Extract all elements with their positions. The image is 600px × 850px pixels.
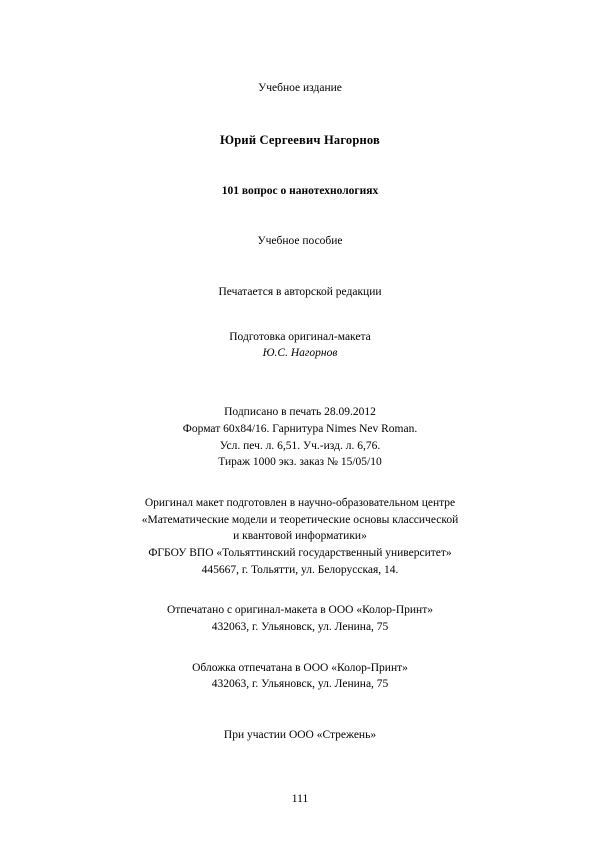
spacer (60, 471, 540, 495)
printed-by-line-2: 432063, г. Ульяновск, ул. Ленина, 75 (211, 620, 389, 633)
page-number: 111 (291, 793, 309, 805)
layout-prep-person: Ю.С. Нагорнов (262, 347, 338, 360)
imprint-line-3: Усл. печ. л. 6,51. Уч.-изд. л. 6,76. (219, 439, 381, 452)
spacer (60, 386, 540, 404)
imprint-line-4: Тираж 1000 экз. заказ № 15/05/10 (218, 456, 382, 469)
layout-prep-label: Подготовка оригинал-макета (229, 330, 371, 343)
imprint-line-1: Подписано в печать 28.09.2012 (224, 406, 376, 419)
edition-type: Учебное издание (258, 82, 342, 94)
origin-line-3: и квантовой информатики» (233, 530, 367, 543)
book-subtitle: Учебное пособие (257, 235, 343, 248)
spacer (60, 362, 540, 386)
spacer (60, 301, 540, 319)
spacer (60, 693, 540, 717)
spacer (60, 319, 540, 329)
spacer (60, 149, 540, 173)
book-title: 101 вопрос о нанотехнологиях (221, 184, 379, 197)
participation-note: При участии ООО «Стрежень» (223, 728, 377, 741)
cover-printed-by-line-1: Обложка отпечатана в ООО «Колор-Принт» (192, 661, 408, 674)
origin-line-5: 445667, г. Тольятти, ул. Белорусская, 14. (201, 563, 399, 576)
origin-line-4: ФГБОУ ВПО «Тольяттинский государственный университет» (148, 546, 452, 559)
printing-note: Печатается в авторской редакции (218, 286, 382, 299)
spacer (60, 223, 540, 233)
imprint-line-2: Формат 60х84/16. Гарнитура Nimes Nev Roman. (182, 422, 418, 435)
colophon-block (60, 80, 540, 744)
spacer (60, 97, 540, 121)
spacer (60, 636, 540, 660)
spacer (60, 274, 540, 284)
cover-printed-by-line-2: 432063, г. Ульяновск, ул. Ленина, 75 (211, 678, 389, 691)
spacer (60, 717, 540, 727)
spacer (60, 121, 540, 131)
origin-line-2: «Математические модели и теоретические основы классической (141, 513, 459, 526)
origin-line-1: Оригинал макет подготовлен в научно-образовательном центре (144, 496, 456, 509)
author-name: Юрий Сергеевич Нагорнов (219, 132, 380, 147)
spacer (60, 173, 540, 183)
printed-by-line-1: Отпечатано с оригинал-макета в ООО «Колор-Принт» (167, 604, 433, 617)
spacer (60, 250, 540, 274)
spacer (60, 578, 540, 602)
spacer (60, 199, 540, 223)
